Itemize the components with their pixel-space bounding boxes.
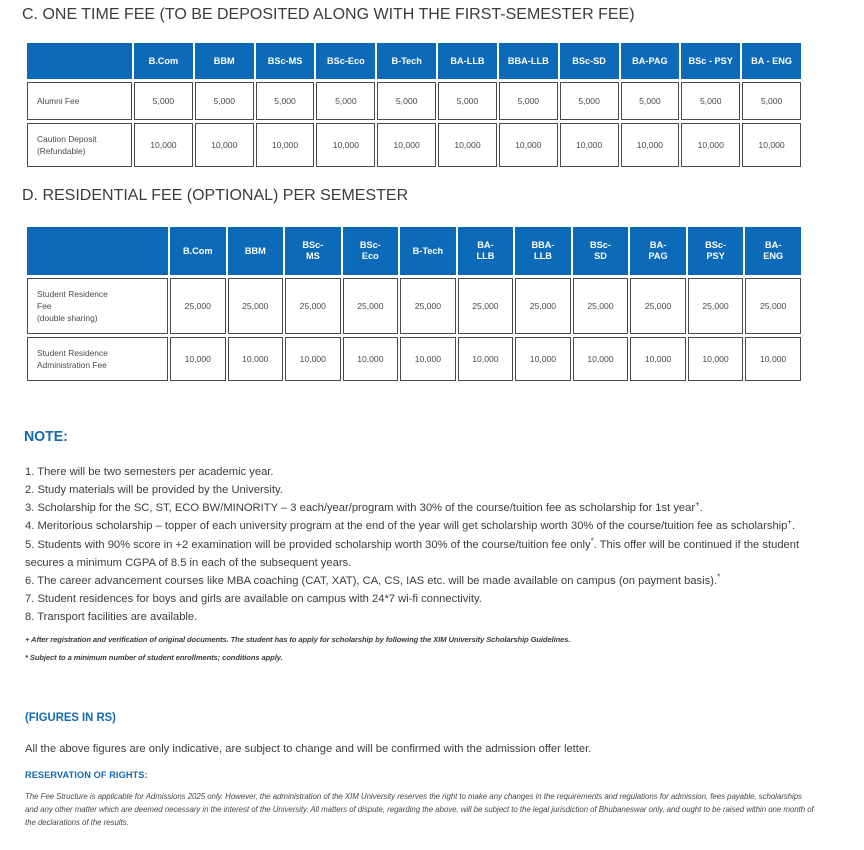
note-item-6-text: 6. The career advancement courses like MBA coaching (CAT, XAT), CA, CS, IAS etc. will be made available on campus (on payment basis). <box>25 574 718 587</box>
table-d-col-bscsd: BSc- SD <box>573 227 629 275</box>
table-d-col-bapag: BA- PAG <box>630 227 686 275</box>
table-d-row-label-residence-fee: Student Residence Fee (double sharing) <box>27 278 168 334</box>
note-item-4-marker: + <box>787 517 792 527</box>
table-c-row-label-caution-deposit: Caution Deposit (Refundable) <box>27 123 132 167</box>
note-item-4: 4. Meritorious scholarship – topper of each university program at the end of the year will get scholarship worth 30% of the course/tuition fee as scholarship+. <box>25 517 796 533</box>
note-item-3-marker: + <box>695 499 700 509</box>
table-d-col-bbm: BBM <box>228 227 284 275</box>
table-c-cell: 5,000 <box>438 82 497 120</box>
table-d-cell: 10,000 <box>458 337 514 381</box>
table-d-cell: 25,000 <box>343 278 399 334</box>
table-d-cell: 10,000 <box>228 337 284 381</box>
table-c-col-btech: B-Tech <box>377 43 436 79</box>
note-item-2: 2. Study materials will be provided by the University. <box>25 484 283 497</box>
note-item-6 <box>25 572 840 590</box>
table-d-row-label-administration-fee: Student Residence Administration Fee <box>27 337 168 381</box>
footnote-asterisk: * Subject to a minimum number of student enrollments; conditions apply. <box>25 653 283 662</box>
table-c-col-ballb: BA-LLB <box>438 43 497 79</box>
section-c-table-wrapper <box>0 40 803 170</box>
table-c-cell: 10,000 <box>316 123 375 167</box>
table-row <box>27 123 801 167</box>
table-d-cell: 10,000 <box>170 337 226 381</box>
table-c-cell: 5,000 <box>195 82 254 120</box>
table-c-header-row <box>27 43 801 79</box>
table-d-cell: 10,000 <box>573 337 629 381</box>
table-row <box>27 82 801 120</box>
figures-in-rs-label: (FIGURES IN RS) <box>25 710 116 724</box>
table-d-cell: 25,000 <box>170 278 226 334</box>
section-d-heading: D. RESIDENTIAL FEE (OPTIONAL) PER SEMESTER <box>22 187 409 204</box>
table-c-col-baeng: BA - ENG <box>742 43 801 79</box>
table-d-col-bscpsy: BSc- PSY <box>688 227 744 275</box>
table-c-cell: 5,000 <box>134 82 193 120</box>
table-c-cell: 10,000 <box>742 123 801 167</box>
note-heading: NOTE: <box>24 428 68 445</box>
table-c-cell: 10,000 <box>560 123 619 167</box>
note-item-1: 1. There will be two semesters per academic year. <box>25 466 274 478</box>
table-d-cell: 10,000 <box>688 337 744 381</box>
section-d-table-wrapper <box>0 224 803 384</box>
table-c-cell: 5,000 <box>377 82 436 120</box>
table-d-cell: 10,000 <box>285 337 341 381</box>
table-d-col-ballb: BA- LLB <box>458 227 514 275</box>
table-c-cell: 10,000 <box>256 123 315 167</box>
section-c-heading: C. ONE TIME FEE (TO BE DEPOSITED ALONG WITH THE FIRST-SEMESTER FEE) <box>22 6 635 23</box>
table-c-col-bscpsy: BSc - PSY <box>681 43 740 79</box>
table-d-cell: 25,000 <box>688 278 744 334</box>
table-d-header <box>27 227 801 275</box>
table-c-cell: 5,000 <box>499 82 558 120</box>
table-c-cell: 10,000 <box>621 123 680 167</box>
table-c-col-bsceco: BSc-Eco <box>316 43 375 79</box>
table-c-cell: 10,000 <box>377 123 436 167</box>
note-item-5-marker: * <box>590 535 594 545</box>
table-row <box>27 278 801 334</box>
table-d-cell: 10,000 <box>630 337 686 381</box>
table-c-header <box>27 43 801 79</box>
table-d-cell: 25,000 <box>400 278 456 334</box>
table-c-col-bballb: BBA-LLB <box>499 43 558 79</box>
table-d-col-bcom: B.Com <box>170 227 226 275</box>
note-item-8: 8. Transport facilities are available. <box>25 611 198 624</box>
table-d-col-btech: B-Tech <box>400 227 456 275</box>
table-d-cell: 25,000 <box>630 278 686 334</box>
note-item-6-marker: * <box>717 572 721 582</box>
table-c-cell: 5,000 <box>316 82 375 120</box>
table-d-cell: 10,000 <box>400 337 456 381</box>
table-c-cell: 5,000 <box>560 82 619 120</box>
table-d-body <box>27 278 801 381</box>
table-c-cell: 5,000 <box>742 82 801 120</box>
reservation-of-rights-heading: RESERVATION OF RIGHTS: <box>25 770 148 780</box>
table-d-cell: 25,000 <box>515 278 571 334</box>
table-d-cell: 10,000 <box>343 337 399 381</box>
table-c-cell: 10,000 <box>499 123 558 167</box>
table-d-header-row <box>27 227 801 275</box>
table-d-col-baeng: BA- ENG <box>745 227 801 275</box>
note-item-5-text: 5. Students with 90% score in +2 examination will be provided scholarship worth 30% of the course/tuition fee only <box>25 538 591 551</box>
table-c-cell: 10,000 <box>195 123 254 167</box>
table-d-col-bsceco: BSc- Eco <box>343 227 399 275</box>
table-d-cell: 25,000 <box>458 278 514 334</box>
note-item-5 <box>25 536 840 572</box>
table-d-cell: 10,000 <box>515 337 571 381</box>
table-c-col-bscms: BSc-MS <box>256 43 315 79</box>
table-d-cell: 10,000 <box>745 337 801 381</box>
table-d-cell: 25,000 <box>285 278 341 334</box>
table-c-cell: 10,000 <box>134 123 193 167</box>
note-item-4-text: 4. Meritorious scholarship – topper of each university program at the end of the year will get scholarship worth 30% of the course/tuition fee as scholarship <box>25 520 788 533</box>
reservation-of-rights-body: The Fee Structure is applicable for Admissions 2025 only. However, the administration of the XIM University reserves the right to make any changes in the requirements and regulations for admission, fees payable, scholarships and any other matter which are deemed necessary in the interest of the University. All matters of dispute, regarding the above, will be subject to the legal jurisdiction of Bhubaneswar only, and ought to be raised within one month of the declarations of the results. <box>25 792 814 827</box>
table-c-cell: 10,000 <box>681 123 740 167</box>
note-item-3-text: 3. Scholarship for the SC, ST, ECO BW/MINORITY – 3 each/year/program with 30% of the course/tuition fee as scholarship for 1st year <box>25 502 696 515</box>
table-c-cell: 10,000 <box>438 123 497 167</box>
table-d-cell: 25,000 <box>745 278 801 334</box>
table-c-col-bcom: B.Com <box>134 43 193 79</box>
table-c-cell: 5,000 <box>256 82 315 120</box>
table-c-corner-cell <box>27 43 132 79</box>
table-d-corner-cell <box>27 227 168 275</box>
table-c-col-bbm: BBM <box>195 43 254 79</box>
indicative-note: All the above figures are only indicative, are subject to change and will be confirmed with the admission offer letter. <box>25 743 592 755</box>
footnote-plus: + After registration and verification of original documents. The student has to apply for scholarship by following the XIM University Scholarship Guidelines. <box>25 635 571 644</box>
table-row <box>27 337 801 381</box>
note-list <box>25 463 840 626</box>
table-c-col-bscsd: BSc-SD <box>560 43 619 79</box>
residential-fee-table <box>25 224 803 384</box>
table-c-cell: 5,000 <box>621 82 680 120</box>
table-d-col-bscms: BSc- MS <box>285 227 341 275</box>
note-item-7: 7. Student residences for boys and girls are available on campus with 24*7 wi-fi connectivity. <box>25 592 482 605</box>
table-c-body <box>27 82 801 167</box>
note-item-3: 3. Scholarship for the SC, ST, ECO BW/MINORITY – 3 each/year/program with 30% of the course/tuition fee as scholarship for 1st year+. <box>25 499 703 515</box>
table-d-cell: 25,000 <box>573 278 629 334</box>
table-d-col-bballb: BBA- LLB <box>515 227 571 275</box>
table-c-row-label-alumni-fee: Alumni Fee <box>27 82 132 120</box>
note-item-5-continuation: . This offer will be continued if the student secures a minimum CGPA of 8.5 in each of the subsequent years. <box>25 538 800 569</box>
table-d-cell: 25,000 <box>228 278 284 334</box>
table-c-col-bapag: BA-PAG <box>621 43 680 79</box>
table-c-cell: 5,000 <box>681 82 740 120</box>
one-time-fee-table <box>25 40 803 170</box>
